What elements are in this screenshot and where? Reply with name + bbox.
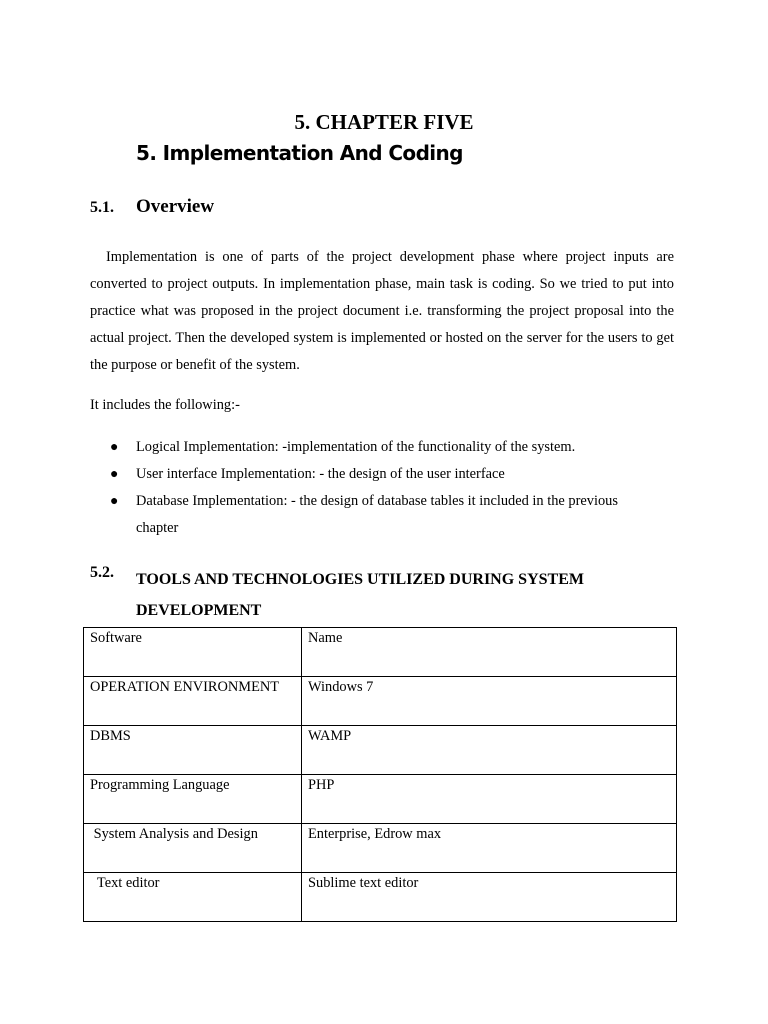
section-number: 5.1.: [90, 199, 114, 216]
table-cell: Windows 7: [302, 677, 677, 726]
section-number: 5.2.: [90, 564, 114, 581]
bullet-icon: ●: [110, 440, 119, 455]
table-cell: PHP: [302, 775, 677, 824]
overview-paragraph: Implementation is one of parts of the project development phase where project inputs are converted to project outputs. In implementation phase, main task is coding. So we tried to put into practice what was proposed in the project document i.e. transforming the project proposal into the actual project. Then the developed system is implemented or hosted on the server for the users to get the purpose or benefit of the system.: [90, 249, 674, 373]
list-item: [90, 488, 650, 542]
section-title: TOOLS AND TECHNOLOGIES UTILIZED DURING SYSTEM DEVELOPMENT: [136, 571, 584, 619]
table-cell: System Analysis and Design: [84, 824, 302, 873]
table-row: [84, 628, 677, 677]
table-row: [84, 775, 677, 824]
chapter-title: 5. CHAPTER FIVE: [294, 110, 474, 134]
list-item-text: Database Implementation: - the design of database tables it included in the previous chapter: [136, 493, 618, 536]
table-cell: Sublime text editor: [302, 873, 677, 922]
bullet-icon: ●: [110, 494, 119, 509]
table-cell: WAMP: [302, 726, 677, 775]
includes-label: It includes the following:-: [90, 397, 240, 413]
bullet-icon: ●: [110, 467, 119, 482]
table-row: [84, 726, 677, 775]
section-title: Overview: [136, 196, 215, 217]
list-item: [90, 434, 650, 461]
table-cell: DBMS: [84, 726, 302, 775]
table-cell: Enterprise, Edrow max: [302, 824, 677, 873]
table-cell: Programming Language: [84, 775, 302, 824]
list-item: [90, 461, 650, 488]
implementation-list: [90, 434, 650, 542]
table-cell: Name: [302, 628, 677, 677]
tools-table: [83, 627, 677, 922]
table-row: [84, 873, 677, 922]
table-row: [84, 677, 677, 726]
table-cell: Text editor: [84, 873, 302, 922]
table-cell: Software: [84, 628, 302, 677]
chapter-subtitle: 5. Implementation And Coding: [136, 141, 463, 165]
list-item-text: User interface Implementation: - the design of the user interface: [136, 466, 505, 482]
list-item-text: Logical Implementation: -implementation of the functionality of the system.: [136, 439, 576, 455]
table-cell: OPERATION ENVIRONMENT: [84, 677, 302, 726]
table-row: [84, 824, 677, 873]
